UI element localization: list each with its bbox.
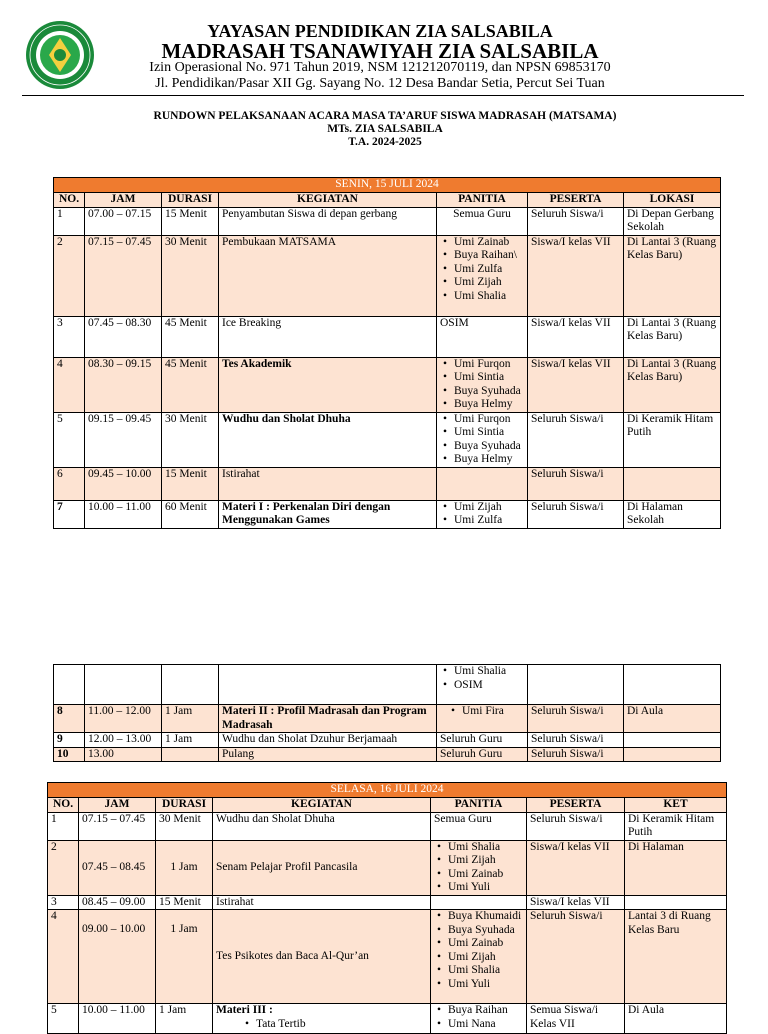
day2-table xyxy=(47,782,727,1034)
table-row: 2 07.15 – 07.45 30 Menit Pembukaan MATSAMA • Umi Zainab • Buya Raihan\ • Umi Zulfa • Umi Zijah • Umi Shalia Siswa/I kelas VII Di Lantai 3 (Ruang Kelas Baru) xyxy=(54,235,721,316)
permit-info: Izin Operasional No. 971 Tahun 2019, NSM 121212070119, dan NPSN 69853170 xyxy=(149,60,611,75)
panitia-list: • Buya Khumaidi • Buya Syuhada • Umi Zainab • Umi Zijah • Umi Shalia • Umi Yuli xyxy=(434,910,523,991)
panitia-list: • Umi Fira xyxy=(440,705,524,719)
table-row: 2 07.45 – 08.45 1 Jam Senam Pelajar Profil Pancasila • Umi Shalia • Umi Zijah • Umi Zainab • Umi Yuli Siswa/I kelas VII Di Halaman xyxy=(48,840,727,895)
panitia-list: • Buya Raihan • Umi Nana xyxy=(434,1004,523,1031)
panitia-list: • Umi Zijah • Umi Zulfa xyxy=(440,501,524,528)
col-kegiatan: KEGIATAN xyxy=(213,798,431,813)
school-logo xyxy=(25,20,95,90)
panitia-list: • Umi Zainab • Buya Raihan\ • Umi Zulfa • Umi Zijah • Umi Shalia xyxy=(440,236,524,304)
col-panitia: PANITIA xyxy=(437,193,528,208)
table-row: 8 11.00 – 12.00 1 Jam Materi II : Profil Madrasah dan Program Madrasah • Umi Fira Seluruh Siswa/i Di Aula xyxy=(54,705,721,733)
col-jam: JAM xyxy=(85,193,162,208)
panitia-list: • Umi Shalia • OSIM xyxy=(440,665,524,692)
header-divider xyxy=(22,95,744,96)
panitia-list: • Umi Furqon • Umi Sintia • Buya Syuhada • Buya Helmy xyxy=(440,358,524,412)
col-jam: JAM xyxy=(79,798,156,813)
table-row: 5 09.15 – 09.45 30 Menit Wudhu dan Sholat Dhuha • Umi Furqon • Umi Sintia • Buya Syuhada • Buya Helmy Seluruh Siswa/i Di Keramik Hitam Putih xyxy=(54,412,721,467)
panitia-list: • Umi Shalia • Umi Zijah • Umi Zainab • Umi Yuli xyxy=(434,841,523,895)
foundation-name: YAYASAN PENDIDIKAN ZIA SALSABILA xyxy=(207,21,553,41)
address: Jl. Pendidikan/Pasar XII Gg. Sayang No. 12 Desa Bandar Setia, Percut Sei Tuan xyxy=(155,76,605,91)
day2-title: SELASA, 16 JULI 2024 xyxy=(48,783,727,798)
col-durasi: DURASI xyxy=(156,798,213,813)
col-no: NO. xyxy=(54,193,85,208)
table-row: 10 13.00 Pulang Seluruh Guru Seluruh Siswa/i xyxy=(54,747,721,762)
table-row: 4 08.30 – 09.15 45 Menit Tes Akademik • Umi Furqon • Umi Sintia • Buya Syuhada • Buya Helmy Siswa/I kelas VII Di Lantai 3 (Ruang Kelas Baru) xyxy=(54,357,721,412)
col-lokasi: LOKASI xyxy=(624,193,721,208)
table-row xyxy=(54,665,721,705)
day1-table-continued xyxy=(53,664,721,762)
panitia-list: • Umi Furqon • Umi Sintia • Buya Syuhada • Buya Helmy xyxy=(440,413,524,467)
table-row: 9 12.00 – 13.00 1 Jam Wudhu dan Sholat Dzuhur Berjamaah Seluruh Guru Seluruh Siswa/i xyxy=(54,733,721,748)
col-panitia: PANITIA xyxy=(431,798,527,813)
table-row: 3 07.45 – 08.30 45 Menit Ice Breaking OSIM Siswa/I kelas VII Di Lantai 3 (Ruang Kelas Baru) xyxy=(54,316,721,357)
table-row: 7 10.00 – 11.00 60 Menit Materi I : Perkenalan Diri dengan Menggunakan Games • Umi Zijah • Umi Zulfa Seluruh Siswa/i Di Halaman Sekolah xyxy=(54,500,721,528)
col-peserta: PESERTA xyxy=(528,193,624,208)
col-durasi: DURASI xyxy=(162,193,219,208)
col-no: NO. xyxy=(48,798,79,813)
table-row: 6 09.45 – 10.00 15 Menit Istirahat Seluruh Siswa/i xyxy=(54,467,721,500)
day1-table xyxy=(53,177,721,529)
doc-title-line2: MTs. ZIA SALSABILA xyxy=(327,123,443,135)
col-kegiatan: KEGIATAN xyxy=(219,193,437,208)
table-row: 1 07.15 – 07.45 30 Menit Wudhu dan Sholat Dhuha Semua Guru Seluruh Siswa/i Di Keramik Hitam Putih xyxy=(48,812,727,840)
doc-title-line1: RUNDOWN PELAKSANAAN ACARA MASA TA’ARUF SISWA MADRASAH (MATSAMA) xyxy=(153,110,617,122)
table-row: 1 07.00 – 07.15 15 Menit Penyambutan Siswa di depan gerbang Semua Guru Seluruh Siswa/i Di Depan Gerbang Sekolah xyxy=(54,207,721,235)
col-ket: KET xyxy=(625,798,727,813)
kegiatan-sub-list: • Tata Tertib xyxy=(216,1018,427,1032)
col-peserta: PESERTA xyxy=(527,798,625,813)
table-row: 4 09.00 – 10.00 1 Jam Tes Psikotes dan Baca Al-Qur’an • Buya Khumaidi • Buya Syuhada • Umi Zainab • Umi Zijah • Umi Shalia • Umi Yuli Seluruh Siswa/i Lantai 3 di Ruang Kelas Baru xyxy=(48,910,727,1004)
doc-title-line3: T.A. 2024-2025 xyxy=(348,136,422,148)
school-name: MADRASAH TSANAWIYAH ZIA SALSABILA xyxy=(161,39,599,63)
table-row: 5 10.00 – 11.00 1 Jam Materi III : • Tata Tertib • Buya Raihan • Umi Nana Semua Siswa/i Kelas VII Di Aula xyxy=(48,1004,727,1034)
day1-title: SENIN, 15 JULI 2024 xyxy=(54,178,721,193)
table-row: 3 08.45 – 09.00 15 Menit Istirahat Siswa/I kelas VII xyxy=(48,895,727,910)
